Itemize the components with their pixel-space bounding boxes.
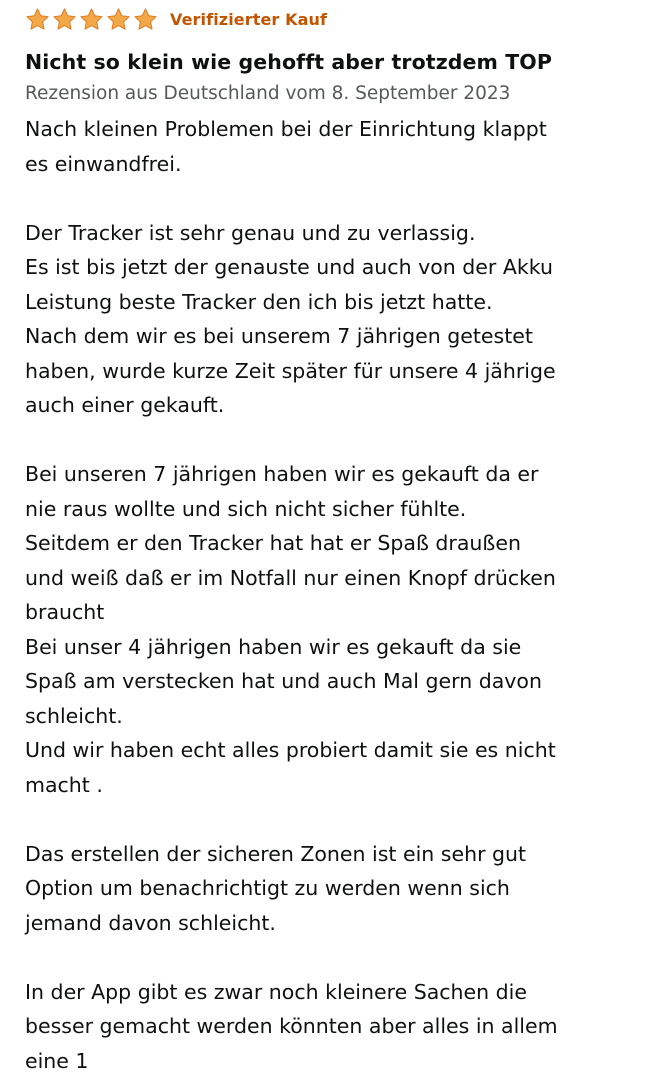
- review-title: Nicht so klein wie gehofft aber trotzdem TOP: [25, 50, 552, 74]
- paragraph-gap: [25, 181, 642, 216]
- review-text-line: In der App gibt es zwar noch kleinere Sachen die: [25, 979, 527, 1004]
- review-text-line: Und wir haben echt alles probiert damit sie es nicht: [25, 738, 556, 762]
- review-text-line: eine 1: [25, 1048, 89, 1073]
- review-text-line: nie raus wollte und sich nicht sicher fühlte.: [25, 496, 467, 521]
- review-meta: Rezension aus Deutschland vom 8. September 2023: [25, 83, 511, 104]
- review-text-line: Spaß am verstecken hat und auch Mal gern davon: [25, 669, 542, 693]
- review-text-line: jemand davon schleicht.: [25, 910, 276, 935]
- review-text-line: es einwandfrei.: [25, 151, 182, 176]
- paragraph-gap: [25, 940, 642, 975]
- paragraph-gap: [25, 423, 642, 458]
- review-text-line: schleicht.: [25, 703, 123, 728]
- review-text-line: Seitdem er den Tracker hat hat er Spaß draußen: [25, 531, 521, 555]
- paragraph-gap: [25, 802, 642, 837]
- review-text-line: Es ist bis jetzt der genauste und auch von der Akku: [25, 255, 553, 279]
- star-rating: [25, 7, 158, 32]
- review-text-line: Option um benachrichtigt zu werden wenn sich: [25, 876, 510, 900]
- review-text-line: Bei unseren 7 jährigen haben wir es gekauft da er: [25, 462, 539, 486]
- review-body: [25, 112, 642, 1078]
- review-text-line: und weiß daß er im Notfall nur einen Knopf drücken: [25, 565, 556, 590]
- review-text-line: Das erstellen der sicheren Zonen ist ein sehr gut: [25, 841, 527, 866]
- review-text-line: haben, wurde kurze Zeit später für unsere 4 jährige: [25, 358, 556, 383]
- review-text-line: braucht: [25, 600, 105, 624]
- review-text-line: Nach kleinen Problemen bei der Einrichtung klappt: [25, 117, 547, 141]
- review-text-line: macht .: [25, 772, 103, 797]
- star-icon: [25, 7, 50, 32]
- review-text-line: auch einer gekauft.: [25, 393, 225, 417]
- star-icon: [52, 7, 77, 32]
- review-text-line: Bei unser 4 jährigen haben wir es gekauft da sie: [25, 634, 522, 659]
- verified-purchase-badge[interactable]: Verifizierter Kauf: [170, 9, 328, 29]
- rating-row: [25, 4, 642, 34]
- review-text-line: besser gemacht werden könnten aber alles in allem: [25, 1014, 558, 1038]
- review-text-line: Leistung beste Tracker den ich bis jetzt hatte.: [25, 289, 493, 314]
- star-icon: [133, 7, 158, 32]
- review-text-line: Nach dem wir es bei unserem 7 jährigen getestet: [25, 324, 533, 348]
- review-text-line: Der Tracker ist sehr genau und zu verlassig.: [25, 220, 476, 245]
- star-icon: [106, 7, 131, 32]
- star-icon: [79, 7, 104, 32]
